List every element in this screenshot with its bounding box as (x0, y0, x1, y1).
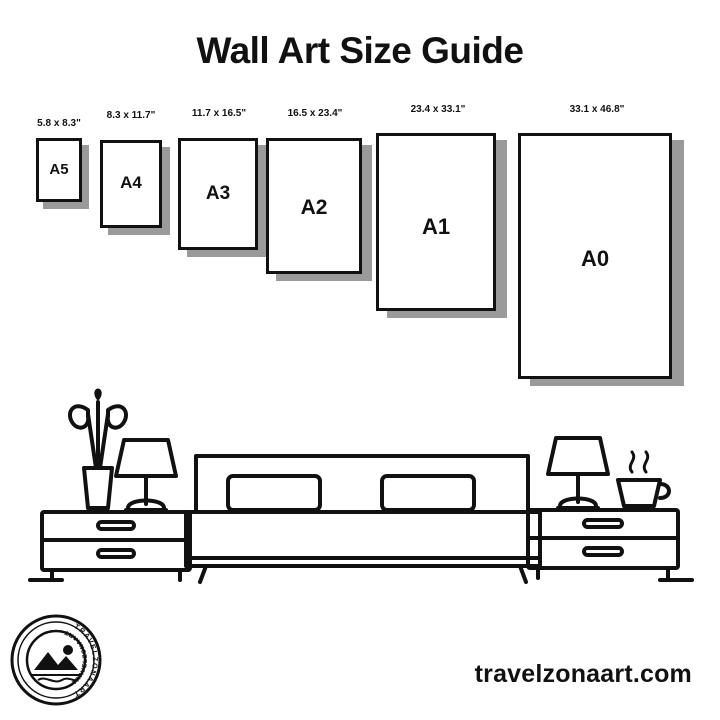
plant-decoration (70, 391, 126, 509)
pillow-right (382, 476, 474, 510)
frame-a1-caption: 23.4 x 33.1" (410, 104, 466, 115)
bed (186, 456, 540, 582)
frame-a1-label: A1 (421, 214, 451, 239)
frame-a3-box (178, 138, 258, 250)
frame-a4-label: A4 (120, 173, 142, 192)
frame-a5-caption: 5.8 x 8.3" (37, 118, 81, 129)
frame-a5-box (36, 138, 82, 202)
brand-logo-svg (8, 612, 104, 708)
left-lamp (116, 440, 176, 510)
website-url: travelzonaart.com (474, 660, 692, 688)
frame-a0-caption: 33.1 x 46.8" (569, 104, 625, 115)
frame-a1-box (376, 133, 496, 311)
frame-a4-box (100, 140, 162, 228)
frame-a4-caption: 8.3 x 11.7" (106, 110, 156, 121)
bedroom-svg (0, 380, 720, 610)
frame-a3-label: A3 (205, 183, 231, 204)
coffee-cup (618, 452, 669, 506)
frame-a2-label: A2 (300, 196, 328, 219)
frame-a2-box (266, 138, 362, 274)
brand-logo (8, 612, 104, 708)
right-nightstand (528, 510, 678, 578)
pillow-left (228, 476, 320, 510)
logo-text-outer: TRAVELZONAART (71, 621, 100, 700)
frame-a0-box (518, 133, 672, 379)
bedroom-illustration (0, 380, 720, 610)
frame-a3-caption: 11.7 x 16.5" (191, 108, 247, 119)
logo-text-inner: TRAVELZONAART (62, 628, 89, 687)
vase (84, 468, 112, 508)
right-lamp (548, 438, 608, 508)
page-title: Wall Art Size Guide (196, 30, 524, 71)
left-nightstand (42, 512, 190, 580)
frame-a2-caption: 16.5 x 23.4" (287, 108, 343, 119)
frame-a0-label: A0 (580, 246, 610, 271)
frame-a5-label: A5 (49, 161, 69, 178)
